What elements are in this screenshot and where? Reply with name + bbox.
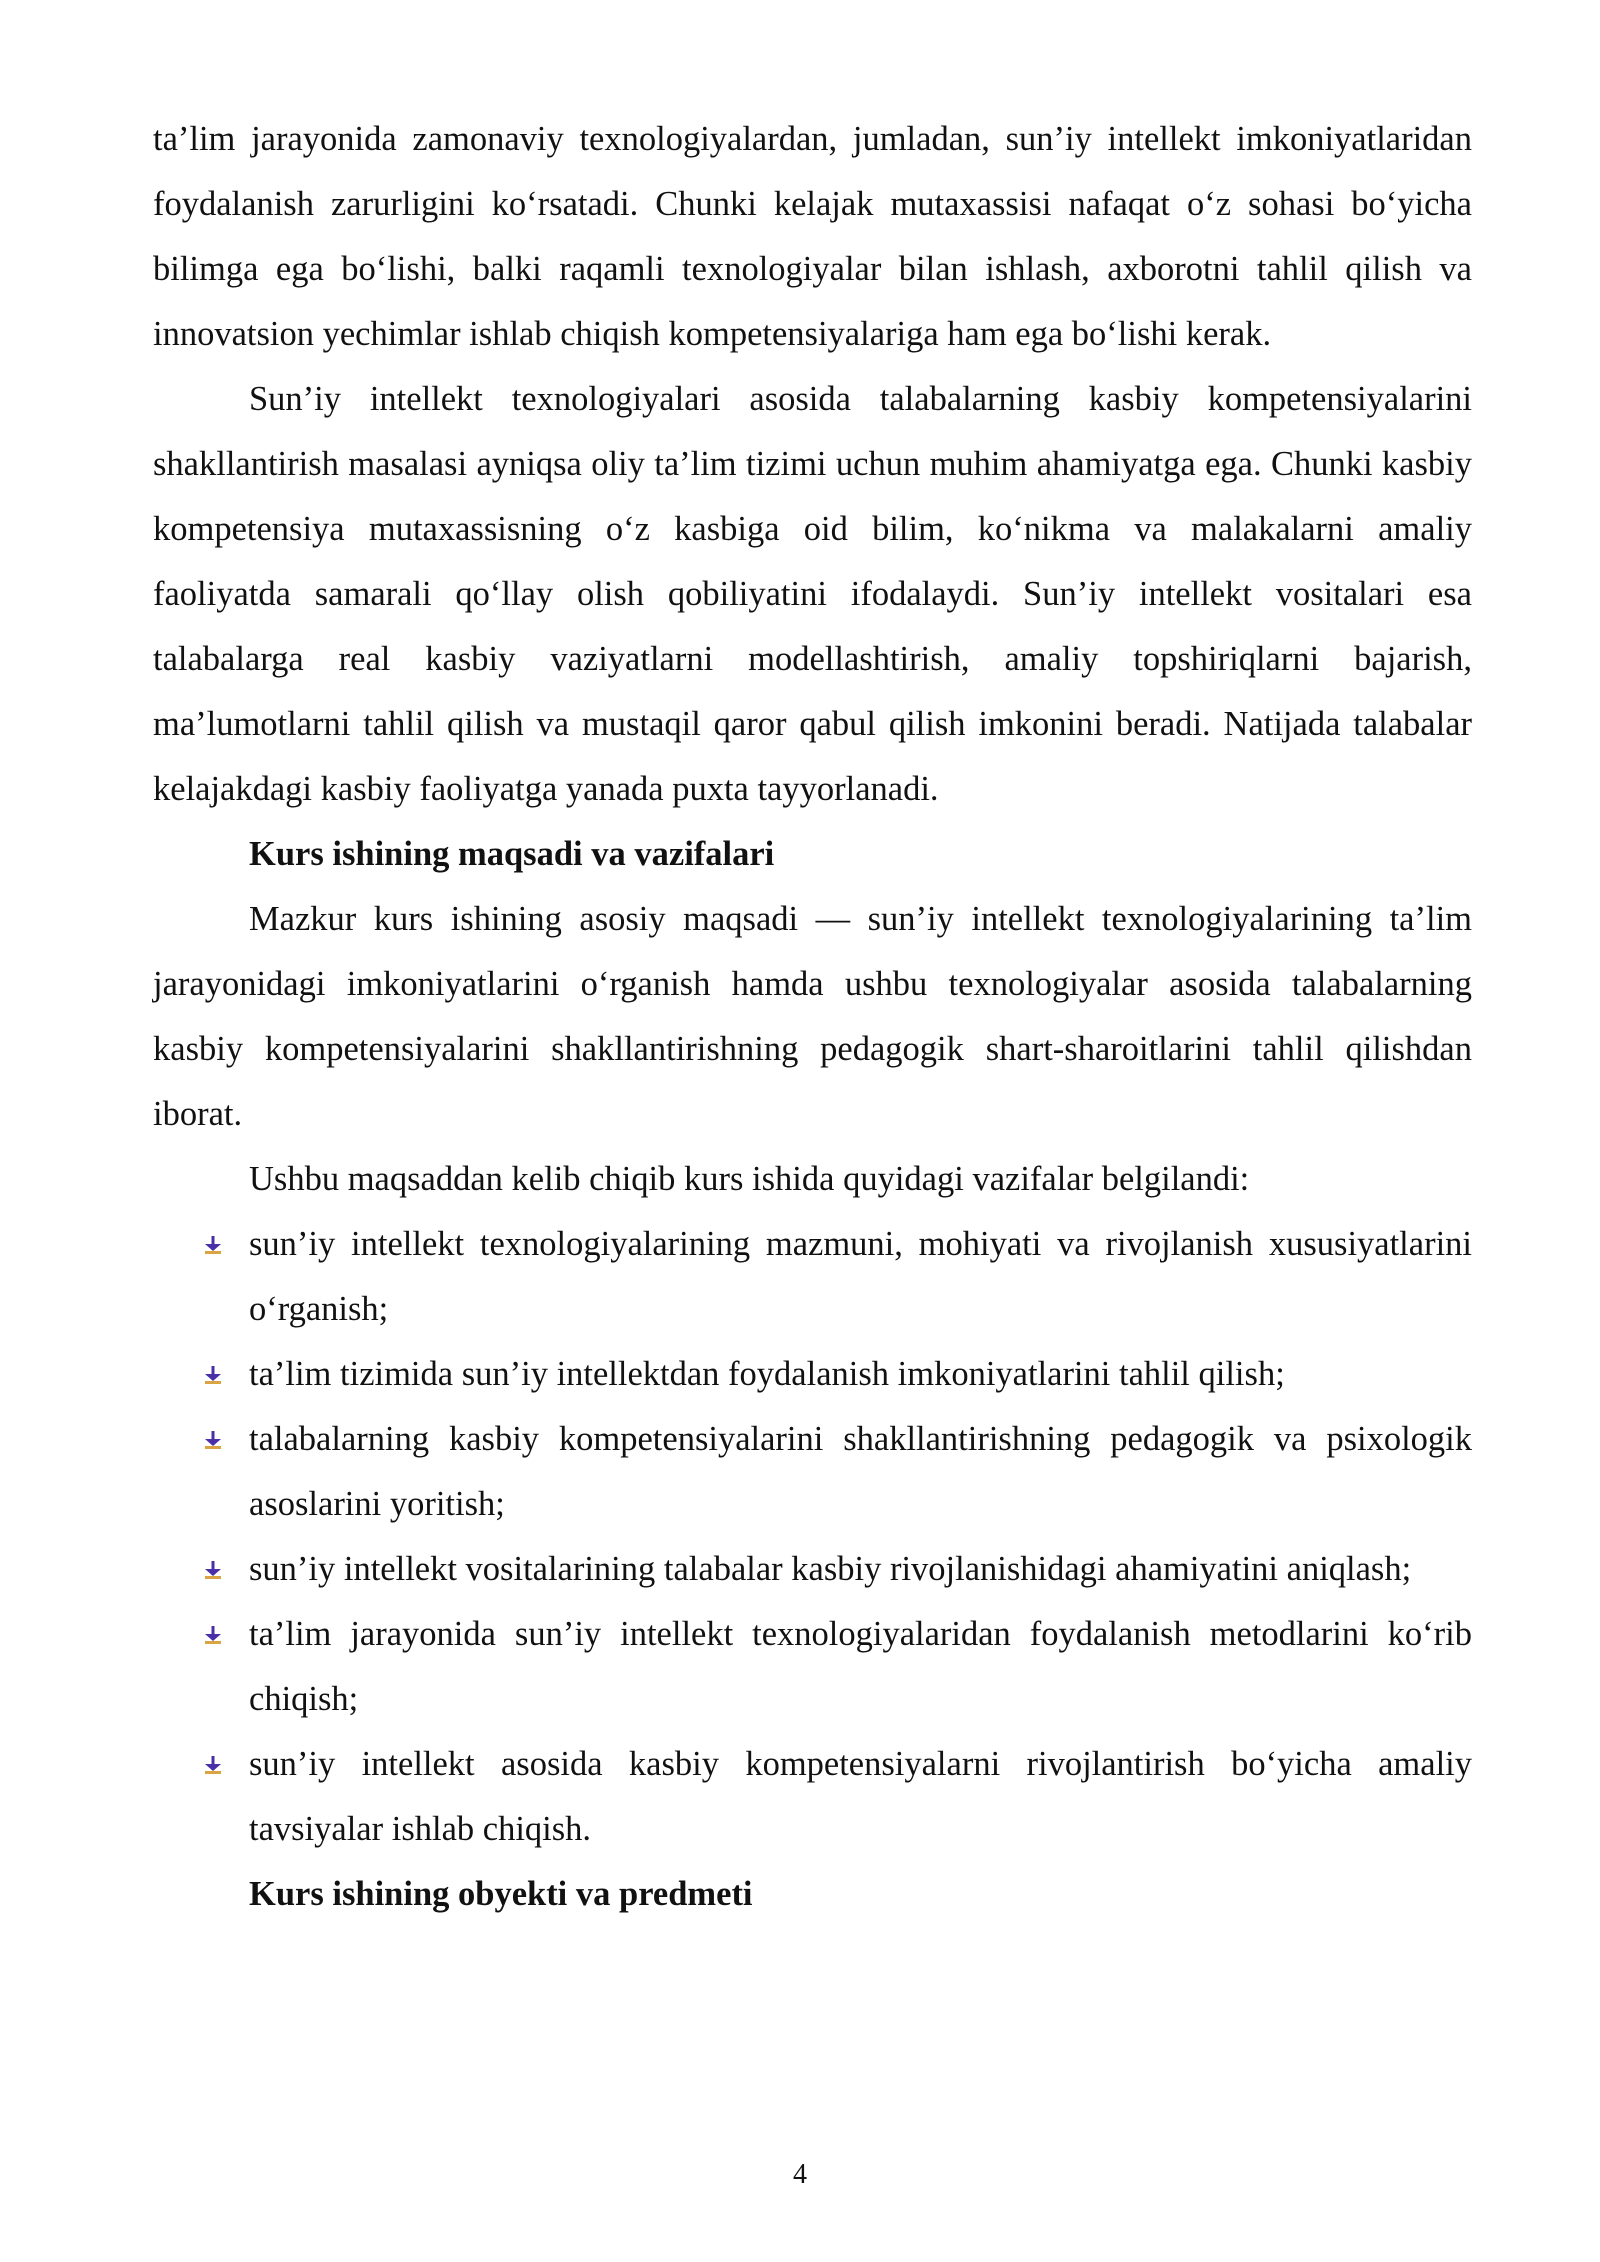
arrow-down-bullet-icon xyxy=(201,1233,225,1257)
task-text: ta’lim jarayonida sun’iy intellekt texnologiyalaridan foydalanish metodlarini ko‘rib chiqish; xyxy=(249,1615,1472,1718)
task-text: ta’lim tizimida sun’iy intellektdan foydalanish imkoniyatlarini tahlil qilish; xyxy=(249,1355,1285,1393)
task-list-item xyxy=(153,1732,1472,1862)
arrow-down-bullet-icon xyxy=(201,1623,225,1647)
task-list-item xyxy=(153,1602,1472,1732)
arrow-down-bullet-icon xyxy=(201,1558,225,1582)
section-heading-object: Kurs ishining obyekti va predmeti xyxy=(249,1875,753,1913)
arrow-down-bullet-icon xyxy=(201,1428,225,1452)
page-body xyxy=(153,107,1472,1927)
task-text: sun’iy intellekt texnologiyalarining mazmuni, mohiyati va rivojlanish xususiyatlarini o‘rganish; xyxy=(249,1225,1472,1328)
body-paragraph-tasks-intro: Ushbu maqsaddan kelib chiqib kurs ishida quyidagi vazifalar belgilandi: xyxy=(249,1160,1250,1198)
arrow-down-bullet-icon xyxy=(201,1363,225,1387)
task-list-item xyxy=(153,1342,1472,1407)
task-list xyxy=(153,1212,1472,1862)
task-text: talabalarning kasbiy kompetensiyalarini shakllantirishning pedagogik va psixologik asoslarini yoritish; xyxy=(249,1420,1472,1523)
body-paragraph-1: ta’lim jarayonida zamonaviy texnologiyalardan, jumladan, sun’iy intellekt imkoniyatlaridan foydalanish zarurligini ko‘rsatadi. Chunki kelajak mutaxassisi nafaqat o‘z sohasi bo‘yicha bilimga ega bo‘lishi, balki raqamli texnologiyalar bilan ishlash, axborotni tahlil qilish va innovatsion yechimlar ishlab chiqish kompetensiyalariga ham ega bo‘lishi kerak. xyxy=(153,120,1472,353)
section-heading-goals: Kurs ishining maqsadi va vazifalari xyxy=(249,835,775,873)
task-list-item xyxy=(153,1407,1472,1537)
task-list-item xyxy=(153,1537,1472,1602)
task-list-item xyxy=(153,1212,1472,1342)
task-text: sun’iy intellekt vositalarining talabalar kasbiy rivojlanishidagi ahamiyatini aniqlash; xyxy=(249,1550,1412,1588)
body-paragraph-goal: Mazkur kurs ishining asosiy maqsadi — sun’iy intellekt texnologiyalarining ta’lim jarayonidagi imkoniyatlarini o‘rganish hamda ushbu texnologiyalar asosida talabalarning kasbiy kompetensiyalarini shakllantirishning pedagogik shart-sharoitlarini tahlil qilishdan iborat. xyxy=(153,900,1472,1133)
arrow-down-bullet-icon xyxy=(201,1753,225,1777)
body-paragraph-2: Sun’iy intellekt texnologiyalari asosida talabalarning kasbiy kompetensiyalarini shakllantirish masalasi ayniqsa oliy ta’lim tizimi uchun muhim ahamiyatga ega. Chunki kasbiy kompetensiya mutaxassisning o‘z kasbiga oid bilim, ko‘nikma va malakalarni amaliy faoliyatda samarali qo‘llay olish qobiliyatini ifodalaydi. Sun’iy intellekt vositalari esa talabalarga real kasbiy vaziyatlarni modellashtirish, amaliy topshiriqlarni bajarish, ma’lumotlarni tahlil qilish va mustaqil qaror qabul qilish imkonini beradi. Natijada talabalar kelajakdagi kasbiy faoliyatga yanada puxta tayyorlanadi. xyxy=(153,380,1472,808)
page-number: 4 xyxy=(793,2159,807,2190)
task-text: sun’iy intellekt asosida kasbiy kompetensiyalarni rivojlantirish bo‘yicha amaliy tavsiyalar ishlab chiqish. xyxy=(249,1745,1472,1848)
